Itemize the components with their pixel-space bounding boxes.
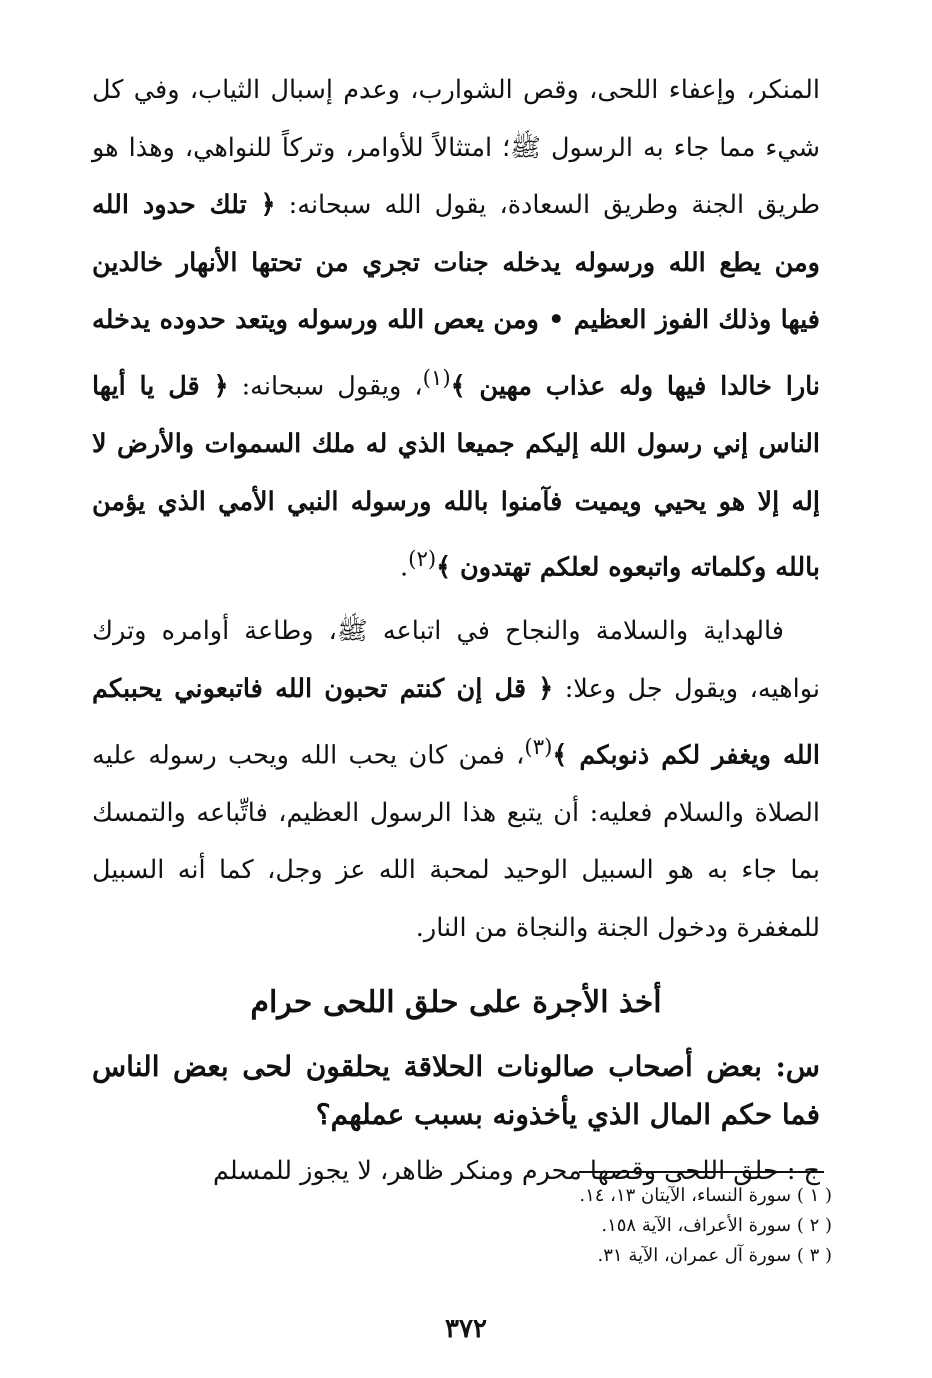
body-paragraph-2	[92, 603, 820, 957]
footnote-ref: (٢)	[408, 547, 437, 573]
footnote-2: ( ٢ ) سورة الأعراف، الآية ١٥٨.	[601, 1215, 832, 1236]
question-text: س: بعض أصحاب صالونات الحلاقة يحلقون لحى بعض الناس فما حكم المال الذي يأخذونه بسبب عملهم؟	[92, 1050, 820, 1132]
footnotes	[412, 1181, 832, 1271]
quran-verse: ﴿ قل يا أيها الناس إني رسول الله إليكم جميعا الذي له ملك السموات والأرض لا إله إلا هو يحيي ويميت فآمنوا بالله ورسوله النبي الأمي الذي يؤمن بالله وكلماته واتبعوه لعلكم تهتدون ﴾	[92, 371, 820, 583]
footnote-ref: (١)	[422, 365, 451, 391]
footnote-1: ( ١ ) سورة النساء، الآيتان ١٣، ١٤.	[579, 1185, 832, 1206]
body-text: .	[400, 552, 409, 583]
body-text: فالهداية والسلامة والنجاح في اتباعه ﷺ، وطاعة أوامره وترك نواهيه، ويقول جل وعلا:	[92, 616, 820, 704]
body-text: ، فمن كان يحب الله ويحب رسوله عليه الصلاة والسلام فعليه: أن يتبع هذا الرسول العظيم، فاتِّباعه والتمسك بما جاء به هو السبيل الوحيد لمحبة الله عز وجل، كما أنه السبيل للمغفرة ودخول الجنة والنجاة من النار.	[92, 740, 820, 943]
section-heading: أخذ الأجرة على حلق اللحى حرام	[250, 985, 662, 1021]
footnote-separator	[579, 1171, 824, 1173]
footnote-ref: (٣)	[524, 734, 553, 760]
quran-verse: ﴿ تلك حدود الله ومن يطع الله ورسوله يدخله جنات تجري من تحتها الأنهار خالدين فيها وذلك الفوز العظيم • ومن يعص الله ورسوله ويتعد حدوده يدخله نارا خالدا فيها وله عذاب مهين ﴾	[92, 190, 821, 402]
answer-text: ج : حلق اللحى وقصها محرم ومنكر ظاهر، لا يجوز للمسلم	[212, 1156, 820, 1187]
body-paragraph-1	[92, 62, 820, 597]
body-text: ، ويقول سبحانه:	[228, 371, 423, 402]
footnote-3: ( ٣ ) سورة آل عمران، الآية ٣١.	[597, 1245, 832, 1266]
quran-verse: ﴿ قل إن كنتم تحبون الله فاتبعوني يحببكم الله ويغفر لكم ذنوبكم ﴾	[92, 673, 820, 771]
page-number: ٣٧٢	[445, 1314, 487, 1344]
body-text: المنكر، وإعفاء اللحى، وقص الشوارب، وعدم إسبال الثياب، وفي كل شيء مما جاء به الرسول ﷺ؛ امتثالاً للأوامر، وتركاً للنواهي، وهذا هو طريق الجنة وطريق السعادة، يقول الله سبحانه:	[92, 75, 820, 221]
